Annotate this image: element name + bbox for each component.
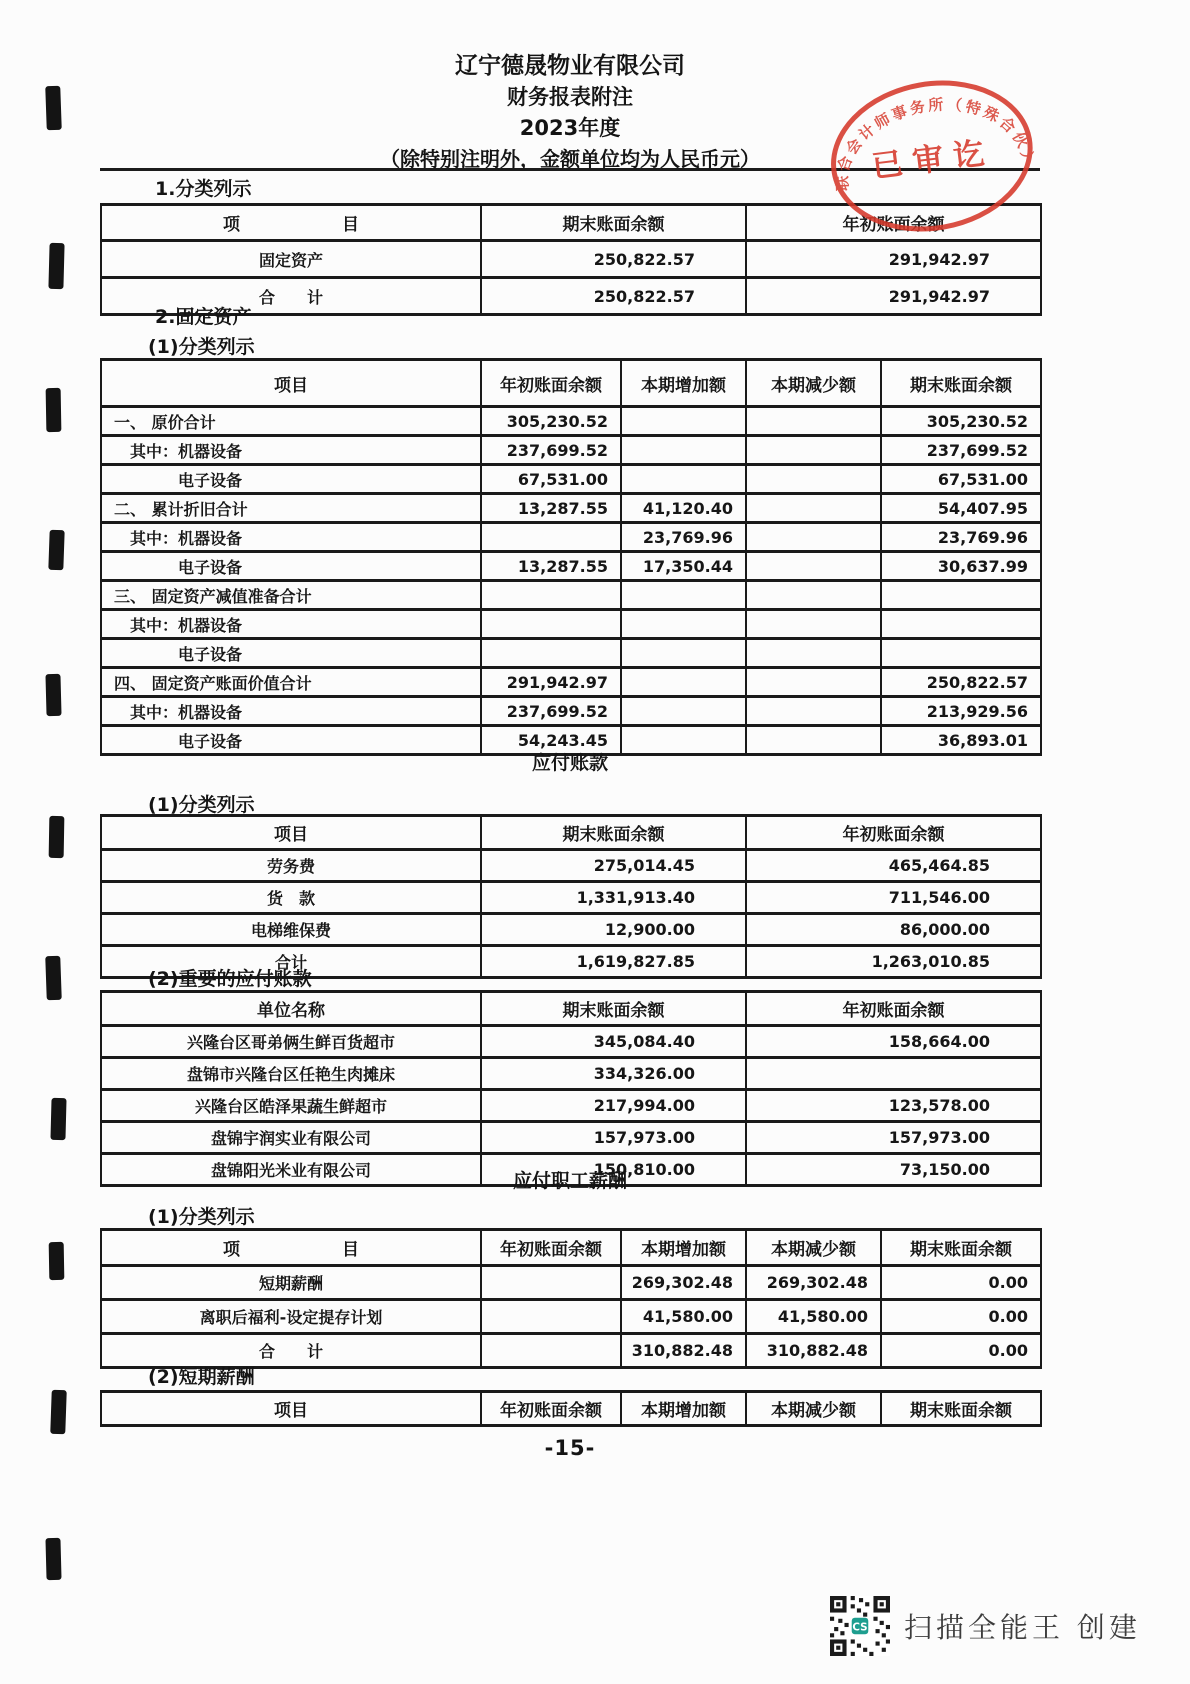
row-label-cell: 合 计	[101, 278, 481, 315]
stamp-center-text: 已审讫	[869, 134, 997, 186]
section-fixed-assets-label: 2.固定资产	[155, 306, 252, 328]
column-header: 项目	[101, 816, 481, 850]
value-cell	[621, 639, 746, 668]
value-cell	[746, 581, 881, 610]
table-row	[101, 465, 1041, 494]
value-cell: 275,014.45	[481, 850, 746, 882]
payables-title: 应付账款	[531, 752, 608, 774]
binding-mark-artifact	[45, 1538, 61, 1580]
value-cell	[881, 639, 1041, 668]
value-cell: 150,810.00	[481, 1154, 746, 1186]
table-header-row	[101, 205, 1041, 241]
row-label-cell: 固定资产	[101, 241, 481, 278]
report-period: 2023年度	[519, 116, 621, 140]
value-cell	[621, 436, 746, 465]
table-row	[101, 581, 1041, 610]
value-cell: 12,900.00	[481, 914, 746, 946]
section-label: 1.分类列示	[155, 178, 252, 200]
column-header: 期末账面余额	[881, 360, 1041, 407]
value-cell: 250,822.57	[881, 668, 1041, 697]
value-cell: 157,973.00	[481, 1122, 746, 1154]
column-header: 期末账面余额	[481, 816, 746, 850]
value-cell: 54,407.95	[881, 494, 1041, 523]
value-cell: 13,287.55	[481, 552, 621, 581]
value-cell: 0.00	[881, 1266, 1041, 1300]
scanner-app-label: 扫描全能王 创建	[904, 1611, 1141, 1644]
row-label-cell: 离职后福利-设定提存计划	[101, 1300, 481, 1334]
table-row	[101, 1300, 1041, 1334]
value-cell	[621, 465, 746, 494]
row-label-cell: 电子设备	[101, 639, 481, 668]
column-header: 年初账面余额	[746, 205, 1041, 241]
company-name: 辽宁德晟物业有限公司	[455, 53, 685, 79]
column-header: 期末账面余额	[481, 205, 746, 241]
binding-mark-artifact	[48, 530, 64, 570]
row-label-cell: 电子设备	[101, 552, 481, 581]
row-label-cell: 货 款	[101, 882, 481, 914]
value-cell	[621, 697, 746, 726]
qr-cs-logo: CS	[852, 1621, 868, 1634]
value-cell: 305,230.52	[881, 407, 1041, 436]
value-cell: 54,243.45	[481, 726, 621, 755]
row-label-cell: 一、 原价合计	[101, 407, 481, 436]
value-cell: 41,580.00	[621, 1300, 746, 1334]
value-cell: 269,302.48	[746, 1266, 881, 1300]
value-cell: 158,664.00	[746, 1026, 1041, 1058]
row-label-cell: 四、 固定资产账面价值合计	[101, 668, 481, 697]
table-row	[101, 494, 1041, 523]
row-label-cell: 合计	[101, 946, 481, 978]
column-header: 本期减少额	[746, 1392, 881, 1426]
row-label-cell: 其中：机器设备	[101, 436, 481, 465]
row-label-cell: 其中：机器设备	[101, 610, 481, 639]
row-label-cell: 盘锦市兴隆台区任艳生肉摊床	[101, 1058, 481, 1090]
value-cell: 291,942.97	[746, 241, 1041, 278]
value-cell	[746, 407, 881, 436]
column-header: 项 目	[101, 1230, 481, 1266]
table-row	[101, 1058, 1041, 1090]
table-row	[101, 668, 1041, 697]
value-cell: 86,000.00	[746, 914, 1041, 946]
value-cell: 13,287.55	[481, 494, 621, 523]
table-header-row	[101, 816, 1041, 850]
column-header: 年初账面余额	[481, 360, 621, 407]
value-cell: 0.00	[881, 1300, 1041, 1334]
salary-sub1-label: (1)分类列示	[148, 1206, 255, 1228]
table-row	[101, 610, 1041, 639]
column-header: 期末账面余额	[881, 1230, 1041, 1266]
row-label-cell: 其中：机器设备	[101, 523, 481, 552]
row-label-cell: 兴隆台区哥弟俩生鲜百货超市	[101, 1026, 481, 1058]
binding-mark-artifact	[49, 816, 65, 858]
row-label-cell: 劳务费	[101, 850, 481, 882]
value-cell: 1,619,827.85	[481, 946, 746, 978]
value-cell	[481, 1266, 621, 1300]
value-cell: 23,769.96	[621, 523, 746, 552]
value-cell: 213,929.56	[881, 697, 1041, 726]
binding-mark-artifact	[48, 243, 64, 289]
row-label-cell: 电子设备	[101, 726, 481, 755]
salary-sub2-label: (2)短期薪酬	[148, 1366, 255, 1388]
table-row	[101, 914, 1041, 946]
table-row	[101, 523, 1041, 552]
value-cell	[746, 465, 881, 494]
column-header: 本期减少额	[746, 1230, 881, 1266]
value-cell: 30,637.99	[881, 552, 1041, 581]
table-header-row	[101, 992, 1041, 1026]
value-cell: 23,769.96	[881, 523, 1041, 552]
row-label-cell: 合 计	[101, 1334, 481, 1368]
row-label-cell: 盘锦阳光米业有限公司	[101, 1154, 481, 1186]
value-cell	[746, 436, 881, 465]
value-cell: 465,464.85	[746, 850, 1041, 882]
value-cell: 310,882.48	[746, 1334, 881, 1368]
value-cell: 0.00	[881, 1334, 1041, 1368]
value-cell: 345,084.40	[481, 1026, 746, 1058]
value-cell: 334,326.00	[481, 1058, 746, 1090]
table-row	[101, 850, 1041, 882]
qr-code-icon	[830, 1596, 890, 1656]
column-header: 年初账面余额	[746, 992, 1041, 1026]
value-cell	[881, 610, 1041, 639]
value-cell: 36,893.01	[881, 726, 1041, 755]
binding-mark-artifact	[50, 1390, 67, 1434]
table-header-row	[101, 1392, 1041, 1426]
binding-mark-artifact	[45, 674, 61, 716]
scanner-footer	[830, 1596, 1141, 1656]
salary-title: 应付职工薪酬	[512, 1170, 627, 1192]
currency-note: （除特别注明外，金额单位均为人民币元）	[380, 147, 760, 171]
value-cell	[746, 639, 881, 668]
value-cell	[746, 668, 881, 697]
binding-mark-artifact	[45, 956, 62, 1000]
document-title: 财务报表附注	[507, 85, 633, 109]
value-cell	[746, 523, 881, 552]
payables-sub2-label: (2)重要的应付账款	[148, 968, 312, 990]
table-header-row	[101, 360, 1041, 407]
payables-table	[100, 814, 1040, 979]
value-cell: 237,699.52	[881, 436, 1041, 465]
value-cell	[746, 552, 881, 581]
salary-table	[100, 1228, 1040, 1369]
row-label-cell: 二、 累计折旧合计	[101, 494, 481, 523]
value-cell: 291,942.97	[481, 668, 621, 697]
column-header: 年初账面余额	[481, 1392, 621, 1426]
value-cell: 157,973.00	[746, 1122, 1041, 1154]
value-cell	[621, 407, 746, 436]
value-cell: 67,531.00	[481, 465, 621, 494]
row-label-cell: 兴隆台区皓泽果蔬生鲜超市	[101, 1090, 481, 1122]
value-cell	[481, 610, 621, 639]
page-number: -15-	[544, 1436, 596, 1460]
row-label-cell: 电梯维保费	[101, 914, 481, 946]
value-cell: 711,546.00	[746, 882, 1041, 914]
row-label-cell: 三、 固定资产减值准备合计	[101, 581, 481, 610]
stamp-arc-text: 联合会计师事务所（特殊合伙）	[833, 95, 1037, 192]
document-header	[100, 50, 1040, 174]
value-cell: 1,331,913.40	[481, 882, 746, 914]
value-cell: 17,350.44	[621, 552, 746, 581]
column-header: 本期增加额	[621, 1392, 746, 1426]
column-header: 本期减少额	[746, 360, 881, 407]
value-cell: 250,822.57	[481, 241, 746, 278]
value-cell: 1,263,010.85	[746, 946, 1041, 978]
row-label-cell: 短期薪酬	[101, 1266, 481, 1300]
value-cell	[746, 697, 881, 726]
value-cell	[481, 639, 621, 668]
section-classification	[100, 168, 1040, 316]
value-cell	[481, 1300, 621, 1334]
table-row	[101, 407, 1041, 436]
value-cell: 305,230.52	[481, 407, 621, 436]
binding-mark-artifact	[46, 388, 62, 432]
payables-sub1-label: (1)分类列示	[148, 794, 255, 816]
fixed-assets-table	[100, 358, 1040, 756]
table-row	[101, 436, 1041, 465]
value-cell	[621, 581, 746, 610]
major-payables-table	[100, 990, 1040, 1187]
value-cell: 217,994.00	[481, 1090, 746, 1122]
table-row	[101, 697, 1041, 726]
value-cell: 67,531.00	[881, 465, 1041, 494]
binding-mark-artifact	[49, 1242, 65, 1280]
value-cell	[881, 581, 1041, 610]
value-cell: 291,942.97	[746, 278, 1041, 315]
value-cell	[621, 668, 746, 697]
value-cell: 310,882.48	[621, 1334, 746, 1368]
value-cell	[481, 581, 621, 610]
column-header: 期末账面余额	[481, 992, 746, 1026]
column-header: 项目	[101, 360, 481, 407]
table-row	[101, 1266, 1041, 1300]
table-row	[101, 1122, 1041, 1154]
column-header: 单位名称	[101, 992, 481, 1026]
classification-table	[100, 203, 1040, 316]
table-row	[101, 241, 1041, 278]
table-row	[101, 552, 1041, 581]
column-header: 项 目	[101, 205, 481, 241]
value-cell: 41,580.00	[746, 1300, 881, 1334]
row-label-cell: 其中：机器设备	[101, 697, 481, 726]
column-header: 项目	[101, 1392, 481, 1426]
value-cell	[621, 610, 746, 639]
column-header: 年初账面余额	[481, 1230, 621, 1266]
fixed-assets-sub-label: (1)分类列示	[148, 336, 255, 358]
column-header: 本期增加额	[621, 1230, 746, 1266]
table-row	[101, 639, 1041, 668]
column-header: 期末账面余额	[881, 1392, 1041, 1426]
value-cell: 73,150.00	[746, 1154, 1041, 1186]
column-header: 本期增加额	[621, 360, 746, 407]
binding-mark-artifact	[45, 86, 62, 130]
value-cell	[481, 523, 621, 552]
table-row	[101, 1090, 1041, 1122]
value-cell: 237,699.52	[481, 697, 621, 726]
value-cell: 123,578.00	[746, 1090, 1041, 1122]
table-header-row	[101, 1230, 1041, 1266]
short-term-salary-table	[100, 1390, 1040, 1427]
value-cell: 269,302.48	[621, 1266, 746, 1300]
value-cell: 237,699.52	[481, 436, 621, 465]
value-cell	[746, 610, 881, 639]
value-cell	[746, 494, 881, 523]
row-label-cell: 盘锦宇润实业有限公司	[101, 1122, 481, 1154]
table-row	[101, 882, 1041, 914]
table-row	[101, 1026, 1041, 1058]
row-label-cell: 电子设备	[101, 465, 481, 494]
column-header: 年初账面余额	[746, 816, 1041, 850]
binding-mark-artifact	[50, 1098, 66, 1140]
value-cell: 41,120.40	[621, 494, 746, 523]
value-cell: 250,822.57	[481, 278, 746, 315]
value-cell	[746, 1058, 1041, 1090]
